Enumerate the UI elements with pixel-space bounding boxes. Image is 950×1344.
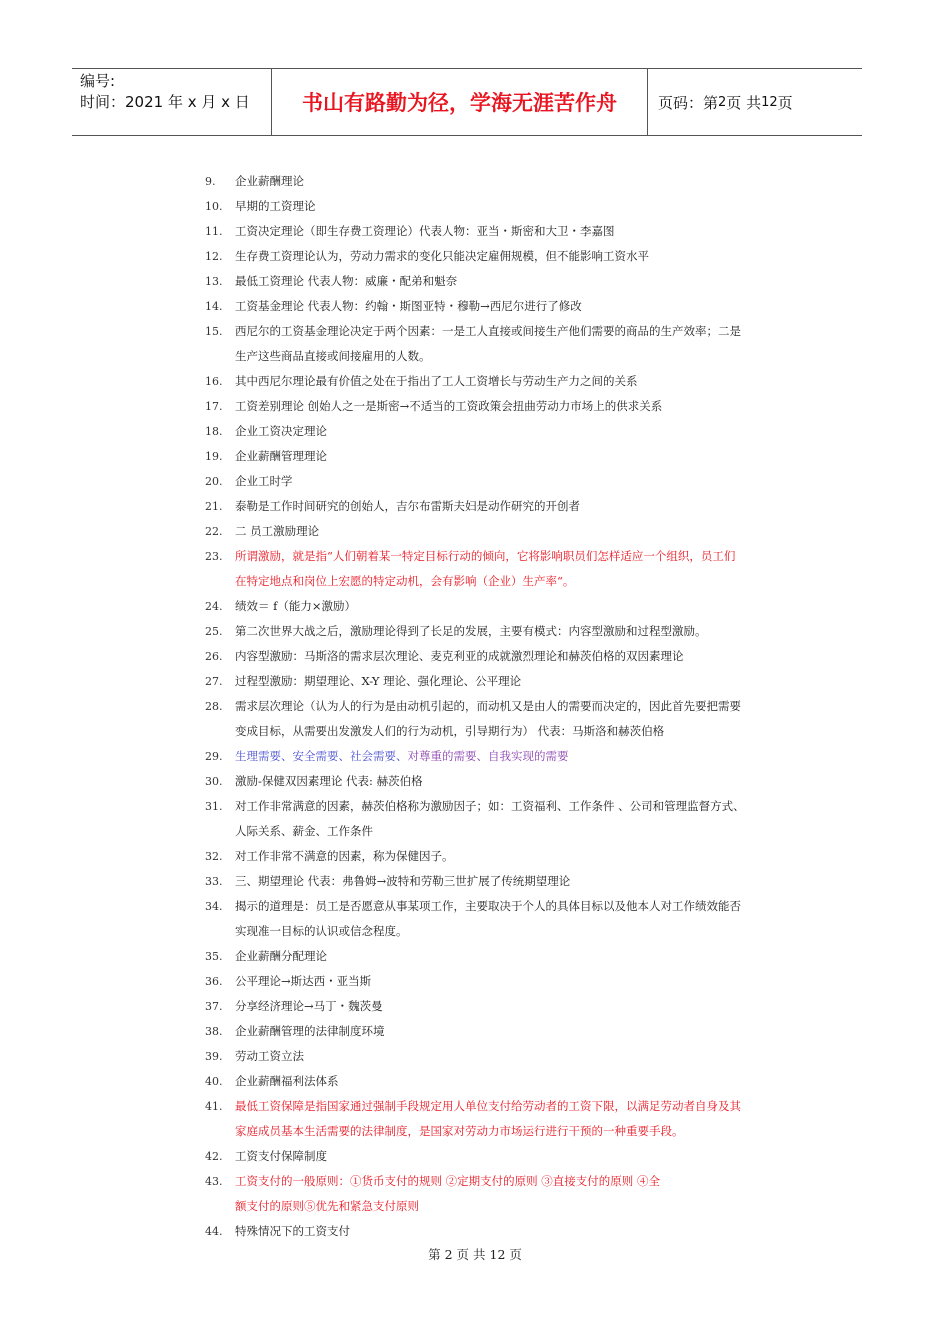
list-item-line: 工资支付保障制度: [235, 1149, 327, 1163]
page-mid: 页 共: [726, 93, 762, 112]
list-item-number: 31.: [205, 800, 223, 813]
list-item-text: [235, 1144, 785, 1169]
list-item-number: 35.: [205, 950, 223, 963]
list-item-text: [235, 244, 785, 269]
list-item: [205, 394, 785, 419]
list-item: [205, 844, 785, 869]
list-item-line: 分享经济理论→马丁・魏茨曼: [235, 999, 383, 1013]
list-item-line: 其中西尼尔理论最有价值之处在于指出了工人工资增长与劳动生产力之间的关系: [235, 374, 638, 388]
list-item-line: 企业薪酬理论: [235, 174, 304, 188]
list-item: [205, 319, 785, 369]
list-item-text: [235, 794, 785, 844]
list-item: [205, 269, 785, 294]
list-item-continuation: 人际关系、薪金、工作条件: [235, 824, 373, 838]
page-suffix: 页: [777, 93, 793, 112]
list-item-line: 揭示的道理是：员工是否愿意从事某项工作，主要取决于个人的具体目标以及他本人对工作绩效能否: [235, 899, 741, 913]
list-item-number: 18.: [205, 425, 223, 438]
page-number: 2: [718, 94, 727, 110]
list-item-number: 39.: [205, 1050, 223, 1063]
list-item-line: 特殊情况下的工资支付: [235, 1224, 350, 1238]
page-total: 12: [761, 94, 778, 110]
list-item-text: [235, 494, 785, 519]
list-item: [205, 494, 785, 519]
list-item-number: 14.: [205, 300, 223, 313]
list-item: [205, 169, 785, 194]
list-item-text: [235, 619, 785, 644]
list-item-line: 过程型激励：期望理论、X-Y 理论、强化理论、公平理论: [235, 674, 522, 688]
list-item: [205, 519, 785, 544]
numbered-list: [205, 169, 785, 1244]
list-item-text: [235, 469, 785, 494]
footer-page: 2: [444, 1247, 453, 1262]
list-item-text-segment: 对尊重的需要、自我实现的需要: [407, 749, 569, 763]
list-item-line: 企业工时学: [235, 474, 293, 488]
list-item-line: 最低工资理论 代表人物：威廉・配弟和魁奈: [235, 274, 458, 288]
list-item-number: 12.: [205, 250, 223, 263]
list-item-number: 15.: [205, 325, 223, 338]
list-item-text-segment: 生理需要、安全需要、社会需要、: [235, 749, 408, 763]
list-item: [205, 1069, 785, 1094]
list-item-number: 16.: [205, 375, 223, 388]
list-item-text: [235, 444, 785, 469]
page-prefix: 页码：第: [658, 93, 719, 112]
list-item-text: [235, 544, 785, 594]
list-item-line: 企业薪酬管理的法律制度环境: [235, 1024, 385, 1038]
list-item-line: 企业薪酬分配理论: [235, 949, 327, 963]
list-item: [205, 969, 785, 994]
list-item-continuation: 实现准一目标的认识或信念程度。: [235, 924, 408, 938]
list-item-line: 二 员工激励理论: [235, 524, 320, 538]
list-item: [205, 369, 785, 394]
list-item-text: [235, 269, 785, 294]
list-item: [205, 1094, 785, 1144]
list-item: [205, 694, 785, 744]
footer-mid: 页 共: [456, 1247, 486, 1262]
list-item-number: 30.: [205, 775, 223, 788]
list-item: [205, 744, 785, 769]
list-item-number: 23.: [205, 550, 223, 563]
list-item-continuation: 额支付的原则⑤优先和紧急支付原则: [235, 1199, 419, 1213]
list-item: [205, 619, 785, 644]
list-item-line: [235, 744, 785, 769]
list-item-text: [235, 894, 785, 944]
list-item: [205, 194, 785, 219]
list-item-line: 第二次世界大战之后，激励理论得到了长足的发展，主要有模式：内容型激励和过程型激励。: [235, 624, 707, 638]
list-item-number: 9.: [205, 175, 216, 188]
list-item-line: 工资决定理论（即生存费工资理论）代表人物：亚当・斯密和大卫・李嘉图: [235, 224, 615, 238]
list-item-text: [235, 844, 785, 869]
list-item: [205, 594, 785, 619]
list-item-number: 36.: [205, 975, 223, 988]
list-item-number: 38.: [205, 1025, 223, 1038]
list-item-line: 最低工资保障是指国家通过强制手段规定用人单位支付给劳动者的工资下限，以满足劳动者自身及其: [235, 1099, 741, 1113]
page-footer: [0, 1245, 950, 1263]
list-item-line: 所谓激励，就是指“人们朝着某一特定目标行动的倾向，它将影响职员们怎样适应一个组织，员工们: [235, 549, 736, 563]
list-item-line: 激励-保健双因素理论 代表: 赫茨伯格: [235, 774, 423, 788]
list-item-text: [235, 194, 785, 219]
list-item-text: [235, 319, 785, 369]
list-item-line: 绩效＝ f（能力×激励）: [235, 599, 357, 613]
list-item: [205, 1144, 785, 1169]
list-item-line: 对工作非常满意的因素，赫茨伯格称为激励因子；如：工资福利、工作条件 、公司和管理监督方式、: [235, 799, 745, 813]
list-item: [205, 1219, 785, 1244]
list-item: [205, 794, 785, 844]
list-item-text: [235, 1219, 785, 1244]
list-item: [205, 669, 785, 694]
list-item-text: [235, 519, 785, 544]
list-item-text: [235, 369, 785, 394]
header-page-info: [648, 69, 862, 135]
list-item-text: [235, 1069, 785, 1094]
list-item-number: 13.: [205, 275, 223, 288]
list-item: [205, 294, 785, 319]
list-item: [205, 894, 785, 944]
list-item: [205, 1169, 785, 1219]
list-item-number: 34.: [205, 900, 223, 913]
footer-suffix: 页: [509, 1247, 522, 1262]
list-item-number: 33.: [205, 875, 223, 888]
list-item-number: 28.: [205, 700, 223, 713]
list-item: [205, 1044, 785, 1069]
document-date: 时间：2021 年 x 月 x 日: [80, 93, 250, 111]
list-item-number: 17.: [205, 400, 223, 413]
list-item-number: 10.: [205, 200, 223, 213]
list-item-number: 42.: [205, 1150, 223, 1163]
list-item-number: 24.: [205, 600, 223, 613]
list-item: [205, 219, 785, 244]
list-item-line: 需求层次理论（认为人的行为是由动机引起的，而动机又是由人的需要而决定的，因此首先要把需要: [235, 699, 741, 713]
list-item-text: [235, 669, 785, 694]
list-item-number: 21.: [205, 500, 223, 513]
list-item-number: 41.: [205, 1100, 223, 1113]
list-item-continuation: 家庭成员基本生活需要的法律制度，是国家对劳动力市场运行进行干预的一种重要手段。: [235, 1124, 684, 1138]
list-item-number: 27.: [205, 675, 223, 688]
list-item-number: 32.: [205, 850, 223, 863]
list-item-text: [235, 769, 785, 794]
header-meta: [72, 69, 272, 135]
list-item-text: [235, 394, 785, 419]
list-item-line: 三、期望理论 代表：弗鲁姆→波特和劳勒三世扩展了传统期望理论: [235, 874, 571, 888]
document-number-label: 编号:: [80, 72, 116, 90]
list-item: [205, 869, 785, 894]
list-item-text: [235, 594, 785, 619]
list-item-number: 43.: [205, 1175, 223, 1188]
list-item-text: [235, 1094, 785, 1144]
list-item-line: 劳动工资立法: [235, 1049, 304, 1063]
list-item-number: 25.: [205, 625, 223, 638]
list-item-line: 工资差别理论 创始人之一是斯密→不适当的工资政策会扭曲劳动力市场上的供求关系: [235, 399, 663, 413]
list-item-text: [235, 644, 785, 669]
list-item-text: [235, 694, 785, 744]
list-item-line: 西尼尔的工资基金理论决定于两个因素：一是工人直接或间接生产他们需要的商品的生产效率；二是: [235, 324, 741, 338]
list-item-line: 工资支付的一般原则：①货币支付的规则 ②定期支付的原则 ③直接支付的原则 ④全: [235, 1174, 660, 1188]
list-item-number: 11.: [205, 225, 223, 238]
list-item: [205, 944, 785, 969]
list-item-number: 26.: [205, 650, 223, 663]
list-item-line: 工资基金理论 代表人物：约翰・斯图亚特・穆勒→西尼尔进行了修改: [235, 299, 582, 313]
list-item-line: 对工作非常不满意的因素，称为保健因子。: [235, 849, 454, 863]
list-item-continuation: 在特定地点和岗位上宏愿的特定动机，会有影响（企业）生产率“。: [235, 574, 575, 588]
list-item-line: 公平理论→斯达西・亚当斯: [235, 974, 372, 988]
list-item-continuation: 变成目标，从需要出发激发人们的行为动机，引导期行为） 代表：马斯洛和赫茨伯格: [235, 724, 665, 738]
list-item-line: 泰勒是工作时间研究的创始人，吉尔布雷斯夫妇是动作研究的开创者: [235, 499, 580, 513]
list-item-text: [235, 1169, 785, 1219]
list-item-text: [235, 169, 785, 194]
list-item-line: 内容型激励：马斯洛的需求层次理论、麦克利亚的成就激烈理论和赫茨伯格的双因素理论: [235, 649, 684, 663]
list-item-line: 生存费工资理论认为，劳动力需求的变化只能决定雇佣规模，但不能影响工资水平: [235, 249, 649, 263]
list-item: [205, 1019, 785, 1044]
list-item-text: [235, 419, 785, 444]
list-item-number: 40.: [205, 1075, 223, 1088]
list-item: [205, 644, 785, 669]
list-item-text: [235, 219, 785, 244]
list-item-text: [235, 1044, 785, 1069]
list-item: [205, 544, 785, 594]
list-item-line: 早期的工资理论: [235, 199, 316, 213]
list-item: [205, 419, 785, 444]
list-item-text: [235, 944, 785, 969]
list-item-text: [235, 294, 785, 319]
list-item-line: 企业薪酬管理理论: [235, 449, 327, 463]
list-item: [205, 469, 785, 494]
list-item-line: 企业工资决定理论: [235, 424, 327, 438]
footer-total: 12: [489, 1247, 506, 1262]
list-item-number: 29.: [205, 750, 223, 763]
list-item: [205, 244, 785, 269]
page-header: [72, 68, 862, 136]
list-item: [205, 444, 785, 469]
footer-prefix: 第: [428, 1247, 441, 1262]
list-item-text: [235, 1019, 785, 1044]
list-item-line: 企业薪酬福利法体系: [235, 1074, 339, 1088]
list-item-text: [235, 869, 785, 894]
list-item-text: [235, 969, 785, 994]
list-item-number: 19.: [205, 450, 223, 463]
list-item-number: 44.: [205, 1225, 223, 1238]
list-item-continuation: 生产这些商品直接或间接雇用的人数。: [235, 349, 431, 363]
list-item-number: 37.: [205, 1000, 223, 1013]
list-item-text: [235, 744, 785, 769]
header-motto: 书山有路勤为径，学海无涯苦作舟: [272, 69, 648, 135]
list-item-number: 20.: [205, 475, 223, 488]
list-item-text: [235, 994, 785, 1019]
list-item: [205, 994, 785, 1019]
list-item-number: 22.: [205, 525, 223, 538]
list-item: [205, 769, 785, 794]
